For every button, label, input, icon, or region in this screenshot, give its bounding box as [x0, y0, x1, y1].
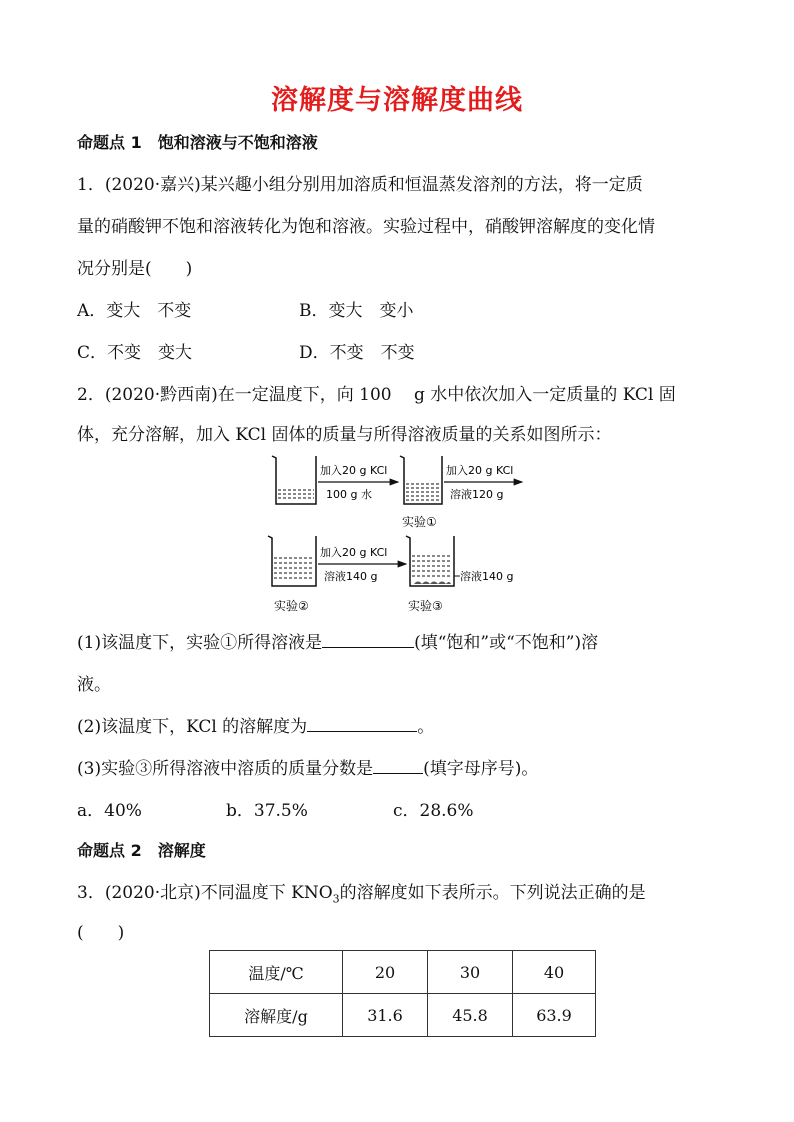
experiment-3-label: 实验③ [408, 599, 443, 613]
q1-option-a: A．变大 不变 [77, 301, 192, 321]
arrow1-bottom-label: 100 g 水 [326, 488, 372, 501]
arrow3-top-label: 加入20 g KCl [320, 546, 388, 559]
table-cell: 63.9 [513, 994, 596, 1037]
q1-line-2: 量的硝酸钾不饱和溶液转化为饱和溶液。实验过程中，硝酸钾溶解度的变化情 [77, 217, 655, 237]
q2-line-2: 体，充分溶解，加入 KCl 固体的质量与所得溶液质量的关系如图所示： [77, 425, 612, 445]
table-row [210, 951, 596, 994]
table-cell: 溶解度/g [210, 994, 343, 1037]
q2-sub1-text-a: (1)该温度下，实验①所得溶液是 [77, 633, 323, 653]
arrow1-top-label: 加入20 g KCl [320, 464, 388, 477]
experiment-1-label: 实验① [402, 515, 437, 529]
table-cell: 31.6 [343, 994, 428, 1037]
q2-sub2-blank[interactable] [307, 714, 417, 732]
q2-sub3 [77, 754, 538, 779]
arrow2-top-label: 加入20 g KCl [446, 464, 514, 477]
q1-option-d: D．不变 不变 [299, 343, 415, 363]
q2-option-b: b．37.5% [226, 801, 308, 821]
q2-sub1-continued: 液。 [77, 675, 111, 695]
q2-option-c: c．28.6% [393, 801, 474, 821]
q2-sub3-text-b: (填字母序号)。 [423, 759, 539, 779]
q1-line-1: 1．(2020·嘉兴)某兴趣小组分别用加溶质和恒温蒸发溶剂的方法，将一定质 [77, 175, 643, 195]
q2-sub1-text-b: (填“饱和”或“不饱和”)溶 [414, 633, 599, 653]
table-cell: 温度/℃ [210, 951, 343, 994]
q2-option-a: a．40% [77, 801, 142, 821]
beaker-icon [272, 456, 316, 504]
q2-sub1 [77, 628, 598, 653]
table-cell: 30 [428, 951, 513, 994]
q2-sub2-text-a: (2)该温度下，KCl 的溶解度为 [77, 717, 308, 737]
q3-line-2: ( ) [77, 923, 125, 943]
q1-option-b: B．变大 变小 [299, 301, 414, 321]
table-cell: 20 [343, 951, 428, 994]
table-row [210, 994, 596, 1037]
arrow4-label: 溶液140 g [460, 570, 514, 583]
beaker-icon [400, 456, 442, 504]
experiment-2-label: 实验② [274, 599, 309, 613]
beaker-icon [268, 536, 316, 586]
q3-subscript: 3 [332, 892, 340, 906]
q1-line-3: 况分别是( ) [77, 259, 193, 279]
q2-line-1: 2．(2020·黔西南)在一定温度下，向 100 g 水中依次加入一定质量的 KCl 固 [77, 385, 676, 405]
page-title: 溶解度与溶解度曲线 [271, 85, 523, 116]
q2-sub3-blank[interactable] [373, 756, 423, 774]
experiment-diagram [260, 448, 550, 620]
table-cell: 40 [513, 951, 596, 994]
q1-option-c: C．不变 变大 [77, 343, 193, 363]
table-cell: 45.8 [428, 994, 513, 1037]
q3-text-a: 3．(2020·北京)不同温度下 KNO [77, 883, 333, 903]
arrow2-bottom-label: 溶液120 g [450, 488, 504, 501]
section-heading-2: 命题点 2 溶解度 [77, 841, 206, 860]
q2-sub2 [77, 712, 434, 737]
solubility-table [209, 950, 596, 1037]
beaker-icon [406, 536, 454, 586]
arrow3-bottom-label: 溶液140 g [324, 570, 378, 583]
q3-line-1 [77, 878, 646, 905]
q2-sub1-blank[interactable] [322, 630, 414, 648]
section-heading-1: 命题点 1 饱和溶液与不饱和溶液 [77, 133, 318, 152]
q3-text-b: 的溶解度如下表所示。下列说法正确的是 [339, 883, 646, 903]
q2-sub2-text-b: 。 [417, 717, 435, 737]
q2-sub3-text-a: (3)实验③所得溶液中溶质的质量分数是 [77, 759, 374, 779]
